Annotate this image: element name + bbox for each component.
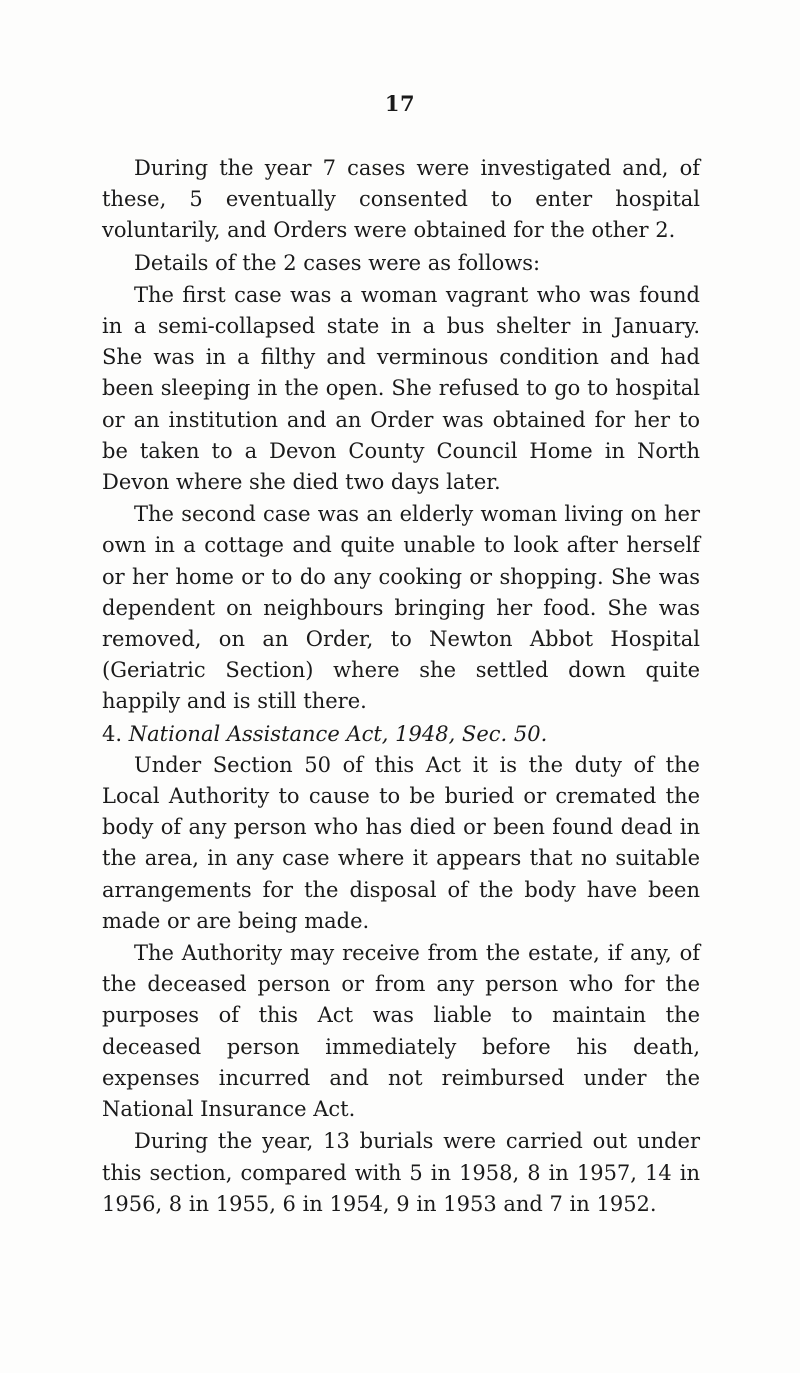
paragraph-cases-summary: During the year 7 cases were investigated and, of these, 5 eventually consented to enter hospital voluntarily, and Orders were obtained for the other 2. xyxy=(102,156,700,243)
paragraph-authority-expenses: The Authority may receive from the estate, if any, of the deceased person or from any person who for the purposes of this Act was liable to maintain the deceased person immediately before his death, expenses incurred and not reimbursed under the National Insurance Act. xyxy=(102,941,700,1122)
paragraph-first-case: The first case was a woman vagrant who was found in a semi-collapsed state in a bus shelter in January. She was in a filthy and verminous condition and had been sleeping in the open. She refused to go to hospital or an institution and an Order was obtained for her to be taken to a Devon County Council Home in North Devon where she died two days later. xyxy=(102,282,700,495)
paragraph-second-case: The second case was an elderly woman living on her own in a cottage and quite unable to look after herself or her home or to do any cooking or shopping. She was dependent on neighbours bringing her food. She was removed, on an Order, to Newton Abbot Hospital (Geriatric Section) where she settled down quite happily and is still there. xyxy=(102,502,700,714)
page-number: 17 xyxy=(384,91,416,116)
body-text xyxy=(102,153,700,1220)
paragraph-burials-count: During the year, 13 burials were carried out under this section, compared with 5 in 1958, 8 in 1957, 14 in 1956, 8 in 1955, 6 in 1954, 9 in 1953 and 7 in 1952. xyxy=(102,1129,700,1216)
section-number: 4. xyxy=(102,721,123,746)
section-heading xyxy=(102,719,700,750)
paragraph-section-duty: Under Section 50 of this Act it is the duty of the Local Authority to cause to be buried or cremated the body of any person who has died or been found dead in the area, in any case where it appears that no suitable arrangements for the disposal of the body have been made or are being made. xyxy=(102,752,700,933)
paragraph-details-intro: Details of the 2 cases were as follows: xyxy=(134,250,541,275)
section-title: National Assistance Act, 1948, Sec. 50. xyxy=(128,721,548,746)
